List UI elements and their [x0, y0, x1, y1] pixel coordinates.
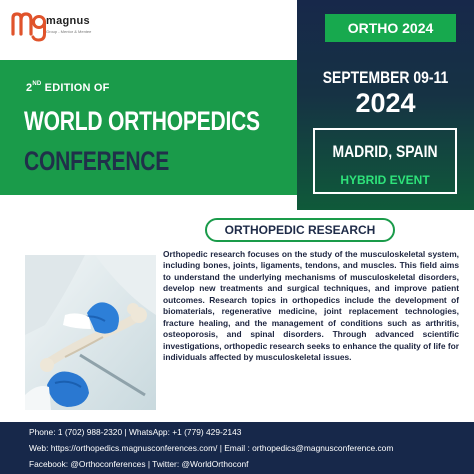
magnus-logo-icon: [10, 8, 46, 42]
edition-rest: EDITION OF: [41, 82, 110, 94]
conference-title-line2: CONFERENCE: [24, 146, 170, 176]
contact-web-email-line: Web: https://orthopedics.magnusconferences.com/ | Email : orthopedics@magnusconference.com: [29, 443, 394, 453]
event-year: 2024: [355, 88, 416, 118]
event-location: MADRID, SPAIN: [332, 142, 438, 161]
event-badge: ORTHO 2024: [325, 14, 456, 42]
logo-tagline: Group - Mentor & Mentee: [46, 29, 92, 34]
conference-title-line1: WORLD ORTHOPEDICS: [24, 106, 260, 136]
lab-scene-illustration: [25, 255, 156, 410]
topic-description: Orthopedic research focuses on the study of the musculoskeletal system, including bones, joints, ligaments, tendons, and muscles. This field aims to understand the underlying mechanisms of musculoskeletal disorders, develop new treatments and surgical techniques, and improve patient outcomes. Research topics in orthopedics include the development of biomaterials, regenerative medicine, joint replacement technologies, fracture healing, and the management of conditions such as arthritis, osteoporosis, and spinal disorders. Through advanced scientific investigations, orthopedic research seeks to enhance the quality of life for individuals affected by musculoskeletal issues.: [163, 249, 459, 363]
edition-ordinal: 2: [26, 82, 33, 94]
contact-phone-line: Phone: 1 (702) 988-2320 | WhatsApp: +1 (779) 429-2143: [29, 427, 242, 437]
venue-box: [313, 128, 457, 194]
event-mode: HYBRID EVENT: [340, 173, 430, 187]
research-photo: [25, 255, 156, 410]
contact-social-line: Facebook: @Orthoconferences | Twitter: @WorldOrthoconf: [29, 459, 249, 469]
magnus-logo: [10, 8, 130, 42]
edition-suffix: ND: [32, 81, 42, 87]
event-dates: SEPTEMBER 09-11: [322, 68, 449, 87]
topic-heading: ORTHOPEDIC RESEARCH: [205, 218, 395, 242]
logo-name: magnus: [46, 15, 90, 27]
edition-label: [26, 82, 110, 94]
